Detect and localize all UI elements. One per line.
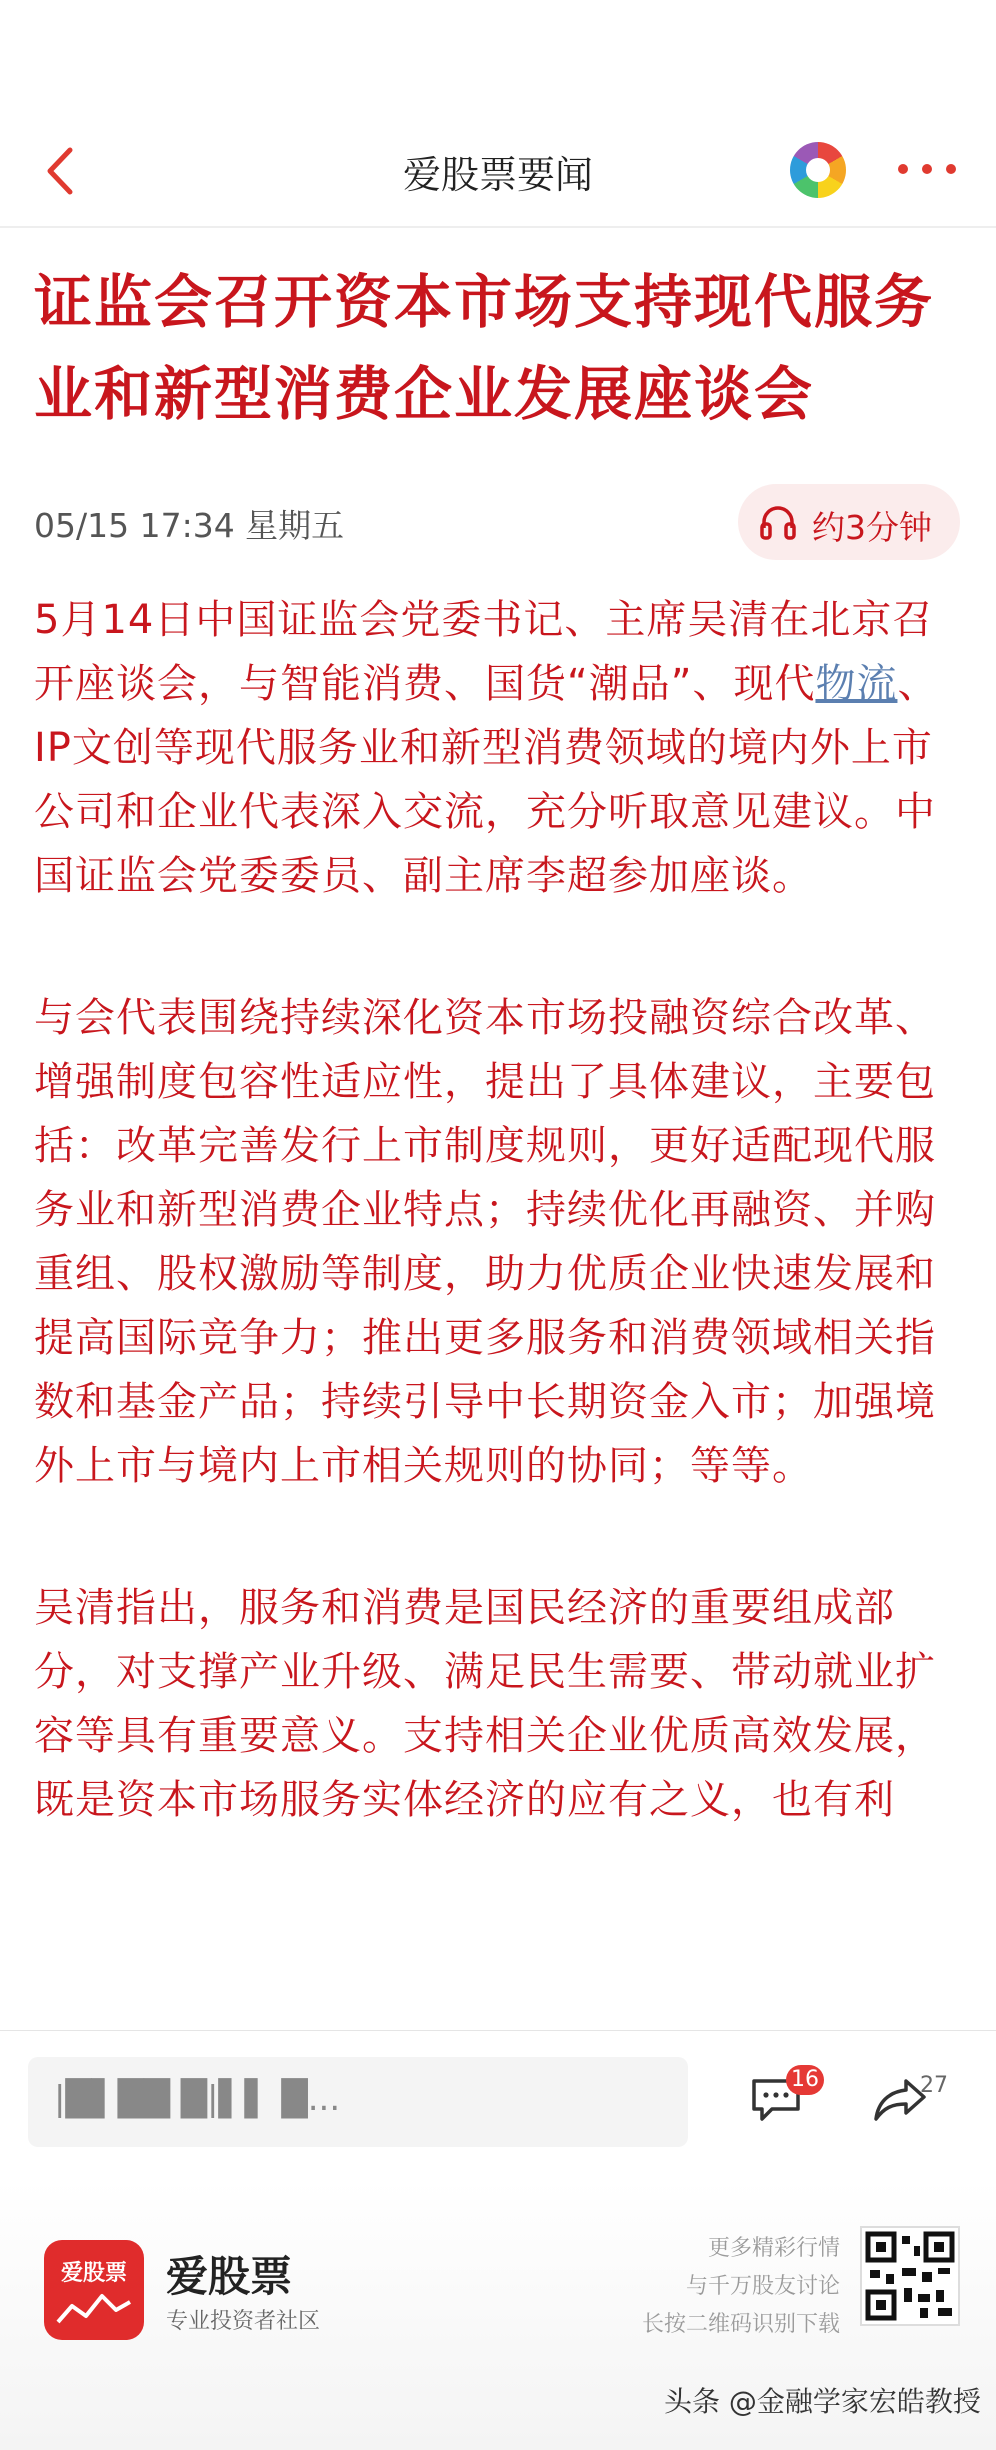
paragraph-1 [34,588,964,908]
app-name: 爱股票 [166,2252,293,2301]
app-logo-text: 爱股票 [60,2261,127,2286]
trend-line-icon [56,2288,132,2328]
app-logo [44,2240,144,2340]
comment-bar [0,2030,996,2161]
paragraph-3: 吴清指出，服务和消费是国民经济的重要组成部分，对支撑产业升级、满足民生需要、带动就业扩容等具有重要意义。支持相关企业优质高效发展，既是资本市场服务实体经济的应有之义，也有利 [34,1585,936,1823]
comment-input[interactable] [28,2057,688,2147]
paragraph-1-text-b: 、IP文创等现代服务业和新型消费领域的境内外上市公司和企业代表深入交流，充分听取意见建议。中国证监会党委委员、副主席李超参加座谈。 [34,661,939,899]
source-watermark: 头条 @金融学家宏皓教授 [664,2385,981,2418]
paragraph-2: 与会代表围绕持续深化资本市场投融资综合改革、增强制度包容性适应性，提出了具体建议，主要包括：改革完善发行上市制度规则，更好适配现代服务业和新型消费企业特点；持续优化再融资、并购重组、股权激励等制度，助力优质企业快速发展和提高国际竞争力；推出更多服务和消费领域相关指数和基金产品；持续引导中长期资金入市；加强境外上市与境内上市相关规则的协同；等等。 [34,995,936,1489]
comment-count-badge: 16 [786,2065,824,2095]
listen-button[interactable] [738,484,960,560]
app-promo-banner [0,2180,996,2450]
app-shutter-logo-icon[interactable] [790,142,846,198]
listen-duration: 约3分钟 [812,508,932,547]
promo-line-2: 与千万股友讨论 [685,2274,840,2299]
app-slogan: 专业投资者社区 [166,2309,321,2334]
nav-divider [0,226,996,228]
paragraph-1-text-a: 5月14日中国证监会党委书记、主席吴清在北京召开座谈会，与智能消费、国货“潮品”、现代 [34,597,934,707]
promo-text [642,2230,840,2344]
headphones-icon [758,502,798,542]
more-options-icon[interactable] [898,164,958,178]
article-headline: 证监会召开资本市场支持现代服务业和新型消费企业发展座谈会 [34,268,935,428]
qr-code[interactable] [860,2226,960,2326]
article-body [34,588,964,1910]
comment-input-placeholder: |█▌██ █|▌▌ █... [54,2079,341,2119]
promo-line-1: 更多精彩行情 [707,2236,840,2261]
top-nav-bar [0,120,996,220]
keyword-link-logistics[interactable]: 物流 [815,661,898,707]
promo-line-3: 长按二维码识别下载 [641,2312,840,2337]
share-count: 27 [920,2073,948,2098]
article-date: 05/15 17:34 星期五 [34,506,345,545]
nav-title: 爱股票要闻 [402,153,593,197]
content-fade [0,1950,996,2020]
